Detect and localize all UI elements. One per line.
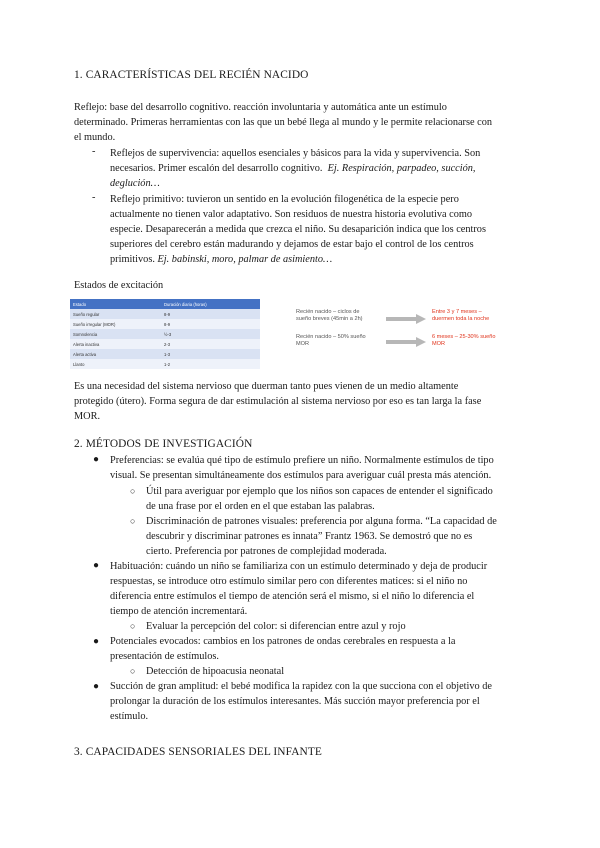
preferencias-sub-1 [146,484,526,514]
table-cell: Alerta activa [70,349,161,359]
succion-line-2: prolongar la duración de los estímulos interesantes. Más succión mayor preferencia por el [110,696,480,707]
primitivo-line-1: Reflejo primitivo: tuvieron un sentido en la evolución filogenética de la especie pero [110,194,459,205]
table-cell: 2-3 [161,339,260,349]
sub-bullet-marker: ○ [130,621,136,631]
primitivo-line-4: superiores del cerebro están madurando y dejamos de estar bajo el control de los centros [110,239,474,250]
succion-item [110,679,526,724]
table-row [70,339,260,349]
table-row [70,319,260,329]
primitivo-example: Ej. babinski, moro, palmar de asimiento… [157,254,333,265]
habituacion-line-3: diferencia entre estímulos el tiempo de atención será el mismo, si el niño lo diferencia el [110,591,475,602]
section-3-title: 3. CAPACIDADES SENSORIALES DEL INFANTE [74,746,322,758]
primitivo-line-2: actualmente no tienen valor adaptativo. Son residuos de nuestra historia evolutiva como [110,209,473,220]
diagram-right-1-a: Entre 3 y 7 meses – [432,309,482,315]
estados-table [70,299,260,369]
table-cell: 8-9 [161,319,260,329]
supervivencia-item [110,146,526,191]
section-2-title: 2. MÉTODOS DE INVESTIGACIÓN [74,438,253,450]
table-cell: ½-3 [161,329,260,339]
table-header-cell: Estado [70,299,161,309]
diagram-right-2 [432,334,495,348]
diagram-left-2 [296,334,366,348]
bullet-marker: ● [93,636,100,647]
diagram-left-2-a: Recién nacido – 50% sueño [296,334,366,340]
section-1-title: 1. CARACTERÍSTICAS DEL RECIÉN NACIDO [74,69,309,81]
preferencias-sub-2-line-3: cierto. Preferencia por patrones de complejidad moderada. [146,546,387,557]
diagram-left-1-b: sueño breves (45min a 2h) [296,316,363,322]
diagram-left-2-b: MOR [296,341,310,347]
preferencias-line-2: visual. Se presentan simultáneamente dos estímulos para averiguar cuál presta más atención. [110,470,492,481]
table-row [70,359,260,369]
table-row [70,349,260,359]
sleep-line-2: protegido (útero). Forma segura de dar estimulación al sistema nervioso por eso es tan larga la fase [74,396,482,407]
preferencias-sub-2-line-2: descubrir y discriminar patrones es innata” Frantz 1963. Se demostró que no es [146,531,473,542]
table-cell: Sueño irregular (MOR) [70,319,161,329]
primitivo-line-5: primitivos. [110,254,155,265]
diagram-right-2-b: MOR [432,341,446,347]
reflejo-line-2: determinado. Primeras herramientas con las que un bebé llega al mundo y le permite relacionarse con [74,117,493,128]
table-cell: Llanto [70,359,161,369]
supervivencia-line-2: necesarios. Primer escalón del desarrollo cognitivo. [110,163,323,174]
habituacion-item [110,559,526,619]
table-header-row [70,299,260,309]
habituacion-line-1: Habituación: cuándo un niño se familiariza con un estímulo determinado y deja de producir [110,561,488,572]
supervivencia-example-b: deglución… [110,178,160,189]
diagram-right-1-b: duermen toda la noche [432,316,490,322]
reflejo-line-3: el mundo. [74,132,116,143]
sub-bullet-marker: ○ [130,516,136,526]
table-cell: 1-3 [161,349,260,359]
sub-bullet-marker: ○ [130,666,136,676]
potenciales-line-2: presentación de estímulos. [110,651,219,662]
primitivo-line-3: especie. Desaparecerán a medida que crezca el niño. Su desaparición indica que los centros [110,224,486,235]
diagram-left-1 [296,309,363,323]
preferencias-sub-1-line-1: Útil para averiguar por ejemplo que los niños son capaces de entender el significado [146,486,493,497]
dash-marker-2: - [92,192,96,203]
arrow-icon [386,314,426,324]
supervivencia-line-1: Reflejos de supervivencia: aquellos esenciales y básicos para la vida y supervivencia. Son [110,148,481,159]
succion-line-1: Succión de gran amplitud: el bebé modifica la rapidez con la que succiona con el objetivo de [110,681,492,692]
habituacion-line-4: tiempo de atención incrementará. [110,606,248,617]
table-cell: 8-9 [161,309,260,319]
estados-title: Estados de excitación [74,280,164,291]
habituacion-line-2: respuestas, se introduce otro estímulo similar pero con diferentes matices: si el niño no [110,576,468,587]
bullet-marker: ● [93,681,100,692]
table-cell: Alerta inactiva [70,339,161,349]
potenciales-line-1: Potenciales evocados: cambios en los patrones de ondas cerebrales en respuesta a la [110,636,456,647]
table-row [70,329,260,339]
primitivo-item [110,192,526,267]
habituacion-sub-1: Evaluar la percepción del color: si diferencian entre azul y rojo [146,621,406,632]
diagram-left-1-a: Recién nacido – ciclos de [296,309,360,315]
preferencias-sub-2 [146,514,526,559]
table-cell: Sueño regular [70,309,161,319]
preferencias-sub-1-line-2: de una frase por el orden en el que estaban las palabras. [146,501,375,512]
arrow-icon [386,337,426,347]
table-row [70,309,260,319]
sleep-paragraph [74,379,526,424]
sleep-line-1: Es una necesidad del sistema nervioso que duerman tanto pues vienen de un medio altamente [74,381,459,392]
preferencias-line-1: Preferencias: se evalúa qué tipo de estímulo prefiere un niño. Normalmente estímulos de tipo [110,455,494,466]
sub-bullet-marker: ○ [130,486,136,496]
reflejo-line-1: Reflejo: base del desarrollo cognitivo. reacción involuntaria y automática ante un estímulo [74,102,447,113]
preferencias-item [110,453,526,483]
succion-line-3: estímulo. [110,711,149,722]
preferencias-sub-2-line-1: Discriminación de patrones visuales: preferencia por alguna forma. “La capacidad de [146,516,497,527]
table-cell: 1-2 [161,359,260,369]
supervivencia-example-a: Ej. Respiración, parpadeo, succión, [327,163,476,174]
reflejo-paragraph [74,100,526,145]
table-cell: Somnolencia [70,329,161,339]
sleep-line-3: MOR. [74,411,101,422]
bullet-marker: ● [93,560,100,571]
diagram-right-1 [432,309,489,323]
bullet-marker: ● [93,454,100,465]
potenciales-item [110,634,526,664]
diagram-right-2-a: 6 meses – 25-30% sueño [432,334,496,340]
dash-marker-1: - [92,146,96,157]
potenciales-sub-1: Detección de hipoacusia neonatal [146,666,285,677]
table-header-cell: Duración diaria (horas) [161,299,260,309]
